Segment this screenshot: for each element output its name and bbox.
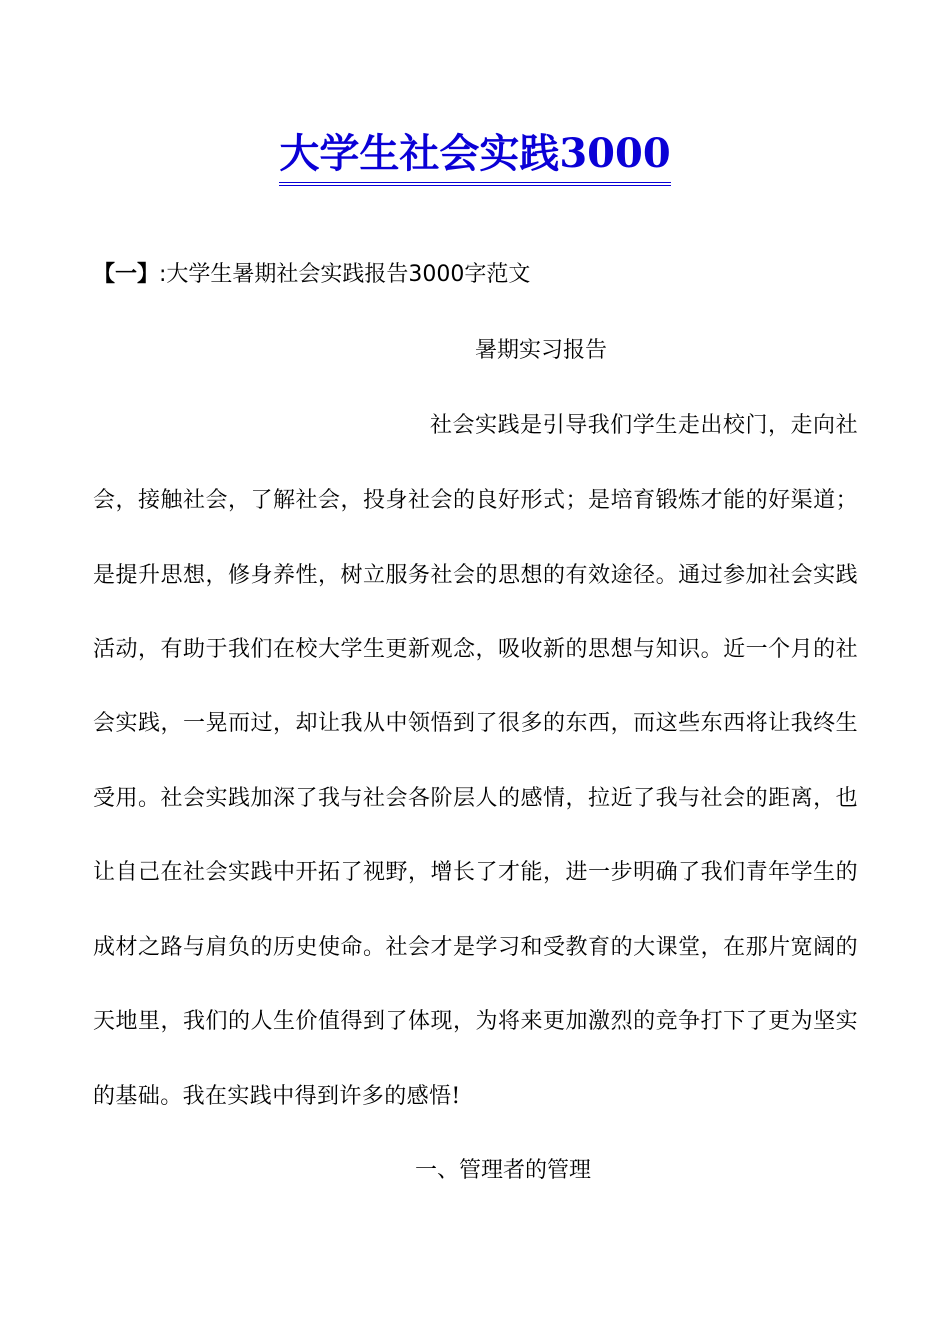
subheading: 一、管理者的管理 bbox=[415, 1158, 592, 1183]
report-title: 暑期实习报告 bbox=[475, 338, 608, 363]
paragraph-line: 成材之路与肩负的历史使命。社会才是学习和受教育的大课堂，在那片宽阔的 bbox=[93, 935, 858, 960]
paragraph-line: 天地里，我们的人生价值得到了体现，为将来更加激烈的竞争打下了更为坚实 bbox=[93, 1009, 858, 1034]
paragraph-line: 会实践，一晃而过，却让我从中领悟到了很多的东西，而这些东西将让我终生 bbox=[93, 711, 858, 736]
paragraph-line: 受用。社会实践加深了我与社会各阶层人的感情，拉近了我与社会的距离，也 bbox=[93, 786, 858, 811]
document-title-link[interactable]: 大学生社会实践3000 bbox=[279, 128, 670, 186]
paragraph-line: 会，接触社会，了解社会，投身社会的良好形式；是培育锻炼才能的好渠道； bbox=[93, 488, 858, 513]
section-heading-text: :大学生暑期社会实践报告3000字范文 bbox=[159, 262, 531, 287]
document-title bbox=[0, 128, 950, 186]
section-heading-prefix: 【一】 bbox=[93, 262, 160, 287]
paragraph-line: 活动，有助于我们在校大学生更新观念，吸收新的思想与知识。近一个月的社 bbox=[93, 637, 858, 662]
paragraph-line: 让自己在社会实践中开拓了视野，增长了才能，进一步明确了我们青年学生的 bbox=[93, 860, 858, 885]
section-heading bbox=[93, 260, 530, 290]
paragraph-line: 的基础。我在实践中得到许多的感悟! bbox=[93, 1084, 461, 1109]
paragraph-line: 是提升思想，修身养性，树立服务社会的思想的有效途径。通过参加社会实践 bbox=[93, 563, 858, 588]
paragraph-line: 社会实践是引导我们学生走出校门，走向社 bbox=[430, 413, 858, 438]
